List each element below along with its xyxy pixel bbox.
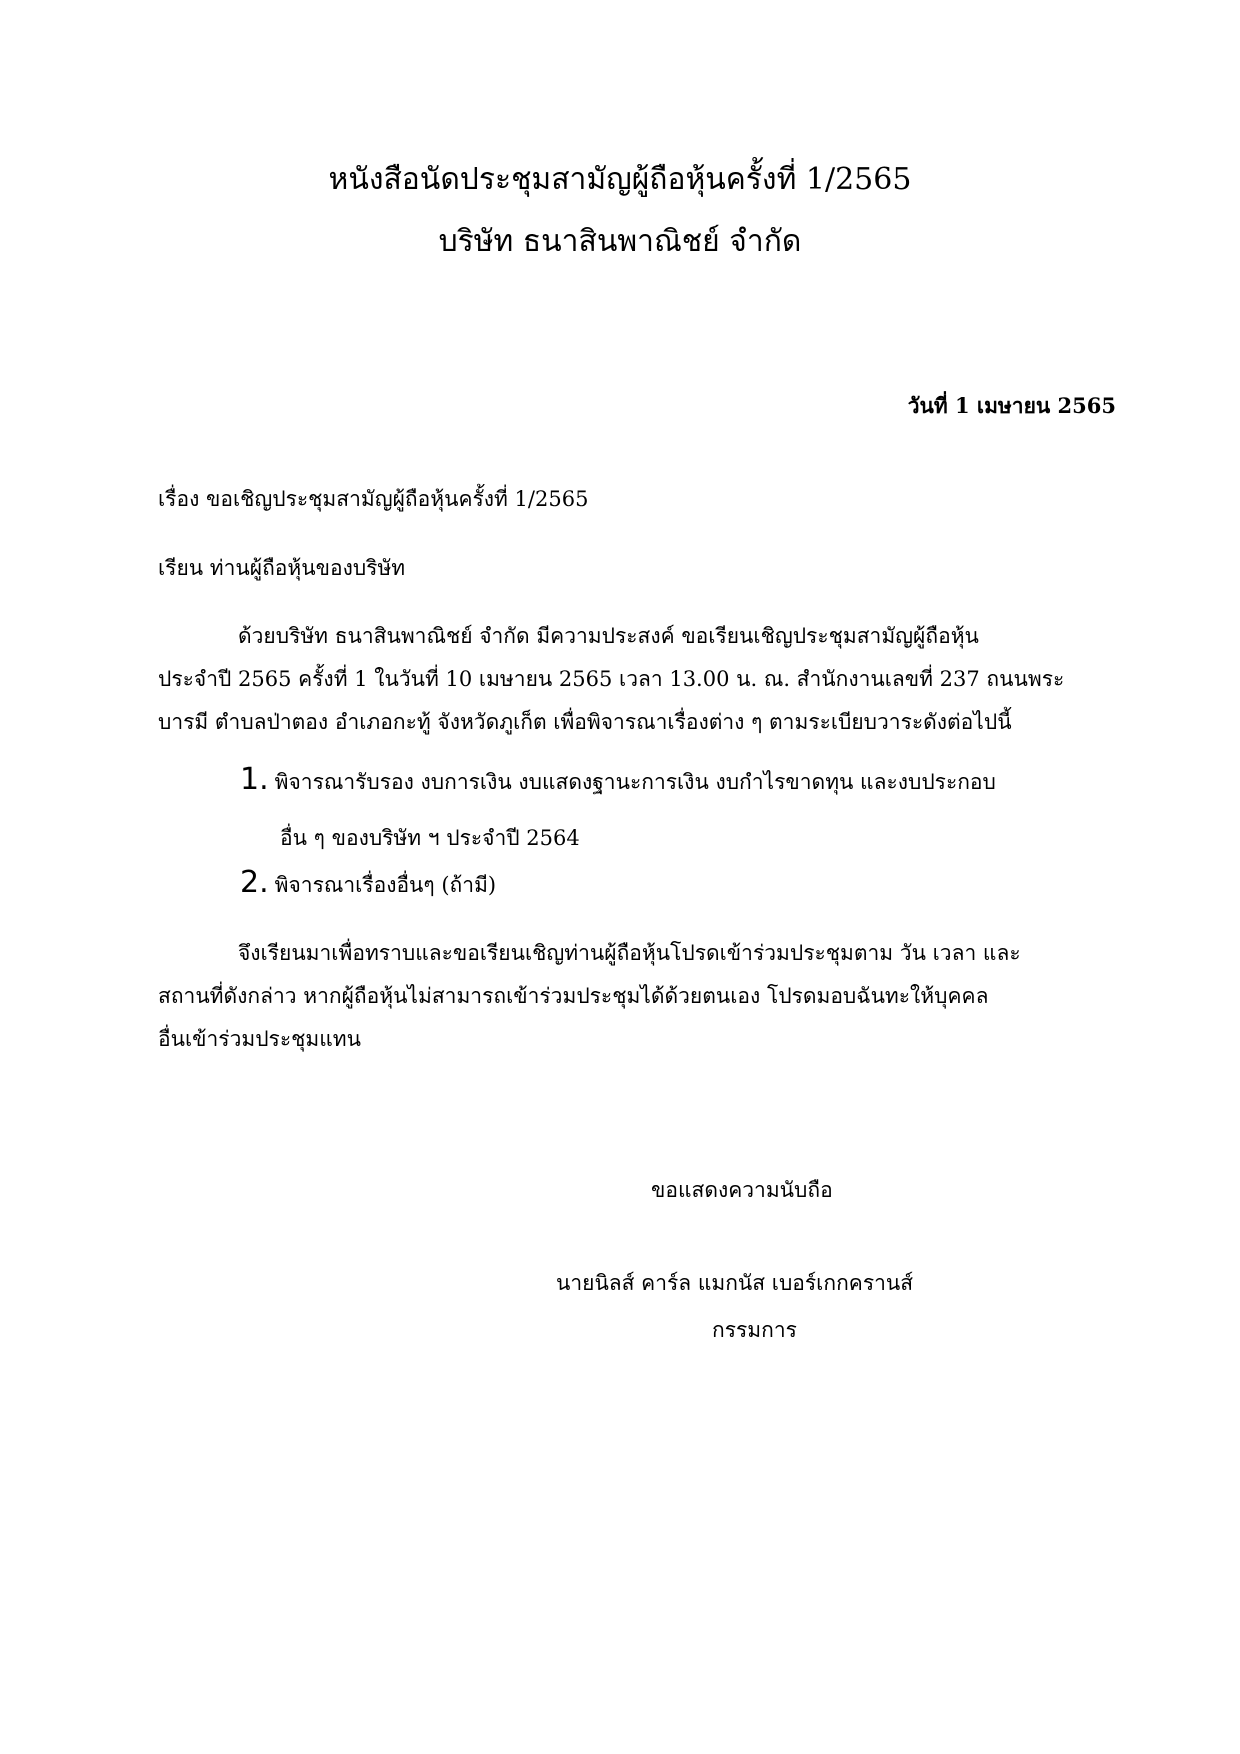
invitation-paragraph xyxy=(158,621,1118,750)
paragraph-line: ประจำปี 2565 ครั้งที่ 1 ในวันที่ 10 เมษายน 2565 เวลา 13.00 น. ณ. สำนักงานเลขที่ 237 ถนนพระ xyxy=(158,667,1065,691)
agenda-number: 1. xyxy=(240,762,269,797)
paragraph-line: ด้วยบริษัท ธนาสินพาณิชย์ จำกัด มีความประสงค์ ขอเรียนเชิญประชุมสามัญผู้ถือหุ้น xyxy=(238,624,979,648)
salutation-line: เรียน ท่านผู้ถือหุ้นของบริษัท xyxy=(158,556,406,580)
company-name: บริษัท ธนาสินพาณิชย์ จำกัด xyxy=(438,224,802,259)
agenda-item xyxy=(240,865,497,900)
signer-position: กรรมการ xyxy=(712,1318,797,1342)
document-title: หนังสือนัดประชุมสามัญผู้ถือหุ้นครั้งที่ 1/2565 xyxy=(328,162,912,197)
paragraph-line: บารมี ตำบลป่าตอง อำเภอกะทู้ จังหวัดภูเก็ต เพื่อพิจารณาเรื่องต่าง ๆ ตามระเบียบวาระดังต่อไปนี้ xyxy=(158,710,1012,734)
signer-name: นายนิลส์ คาร์ล แมกนัส เบอร์เกกครานส์ xyxy=(556,1271,914,1295)
paragraph-line: อื่นเข้าร่วมประชุมแทน xyxy=(158,1027,361,1051)
agenda-number: 2. xyxy=(240,865,269,900)
closing-paragraph xyxy=(158,938,1118,1067)
paragraph-line: สถานที่ดังกล่าว หากผู้ถือหุ้นไม่สามารถเข้าร่วมประชุมได้ด้วยตนเอง โปรดมอบฉันทะให้บุคคล xyxy=(158,984,989,1008)
document-date: วันที่ 1 เมษายน 2565 xyxy=(907,393,1116,418)
agenda-item-continuation: อื่น ๆ ของบริษัท ฯ ประจำปี 2564 xyxy=(280,826,580,850)
agenda-item xyxy=(240,762,996,797)
agenda-text: พิจารณาเรื่องอื่นๆ (ถ้ามี) xyxy=(274,873,497,897)
subject-line: เรื่อง ขอเชิญประชุมสามัญผู้ถือหุ้นครั้งที่ 1/2565 xyxy=(158,487,589,511)
closing-phrase: ขอแสดงความนับถือ xyxy=(651,1178,833,1202)
agenda-text: พิจารณารับรอง งบการเงิน งบแสดงฐานะการเงิน งบกำไรขาดทุน และงบประกอบ xyxy=(274,770,996,794)
paragraph-line: จึงเรียนมาเพื่อทราบและขอเรียนเชิญท่านผู้ถือหุ้นโปรดเข้าร่วมประชุมตาม วัน เวลา และ xyxy=(238,941,1021,965)
